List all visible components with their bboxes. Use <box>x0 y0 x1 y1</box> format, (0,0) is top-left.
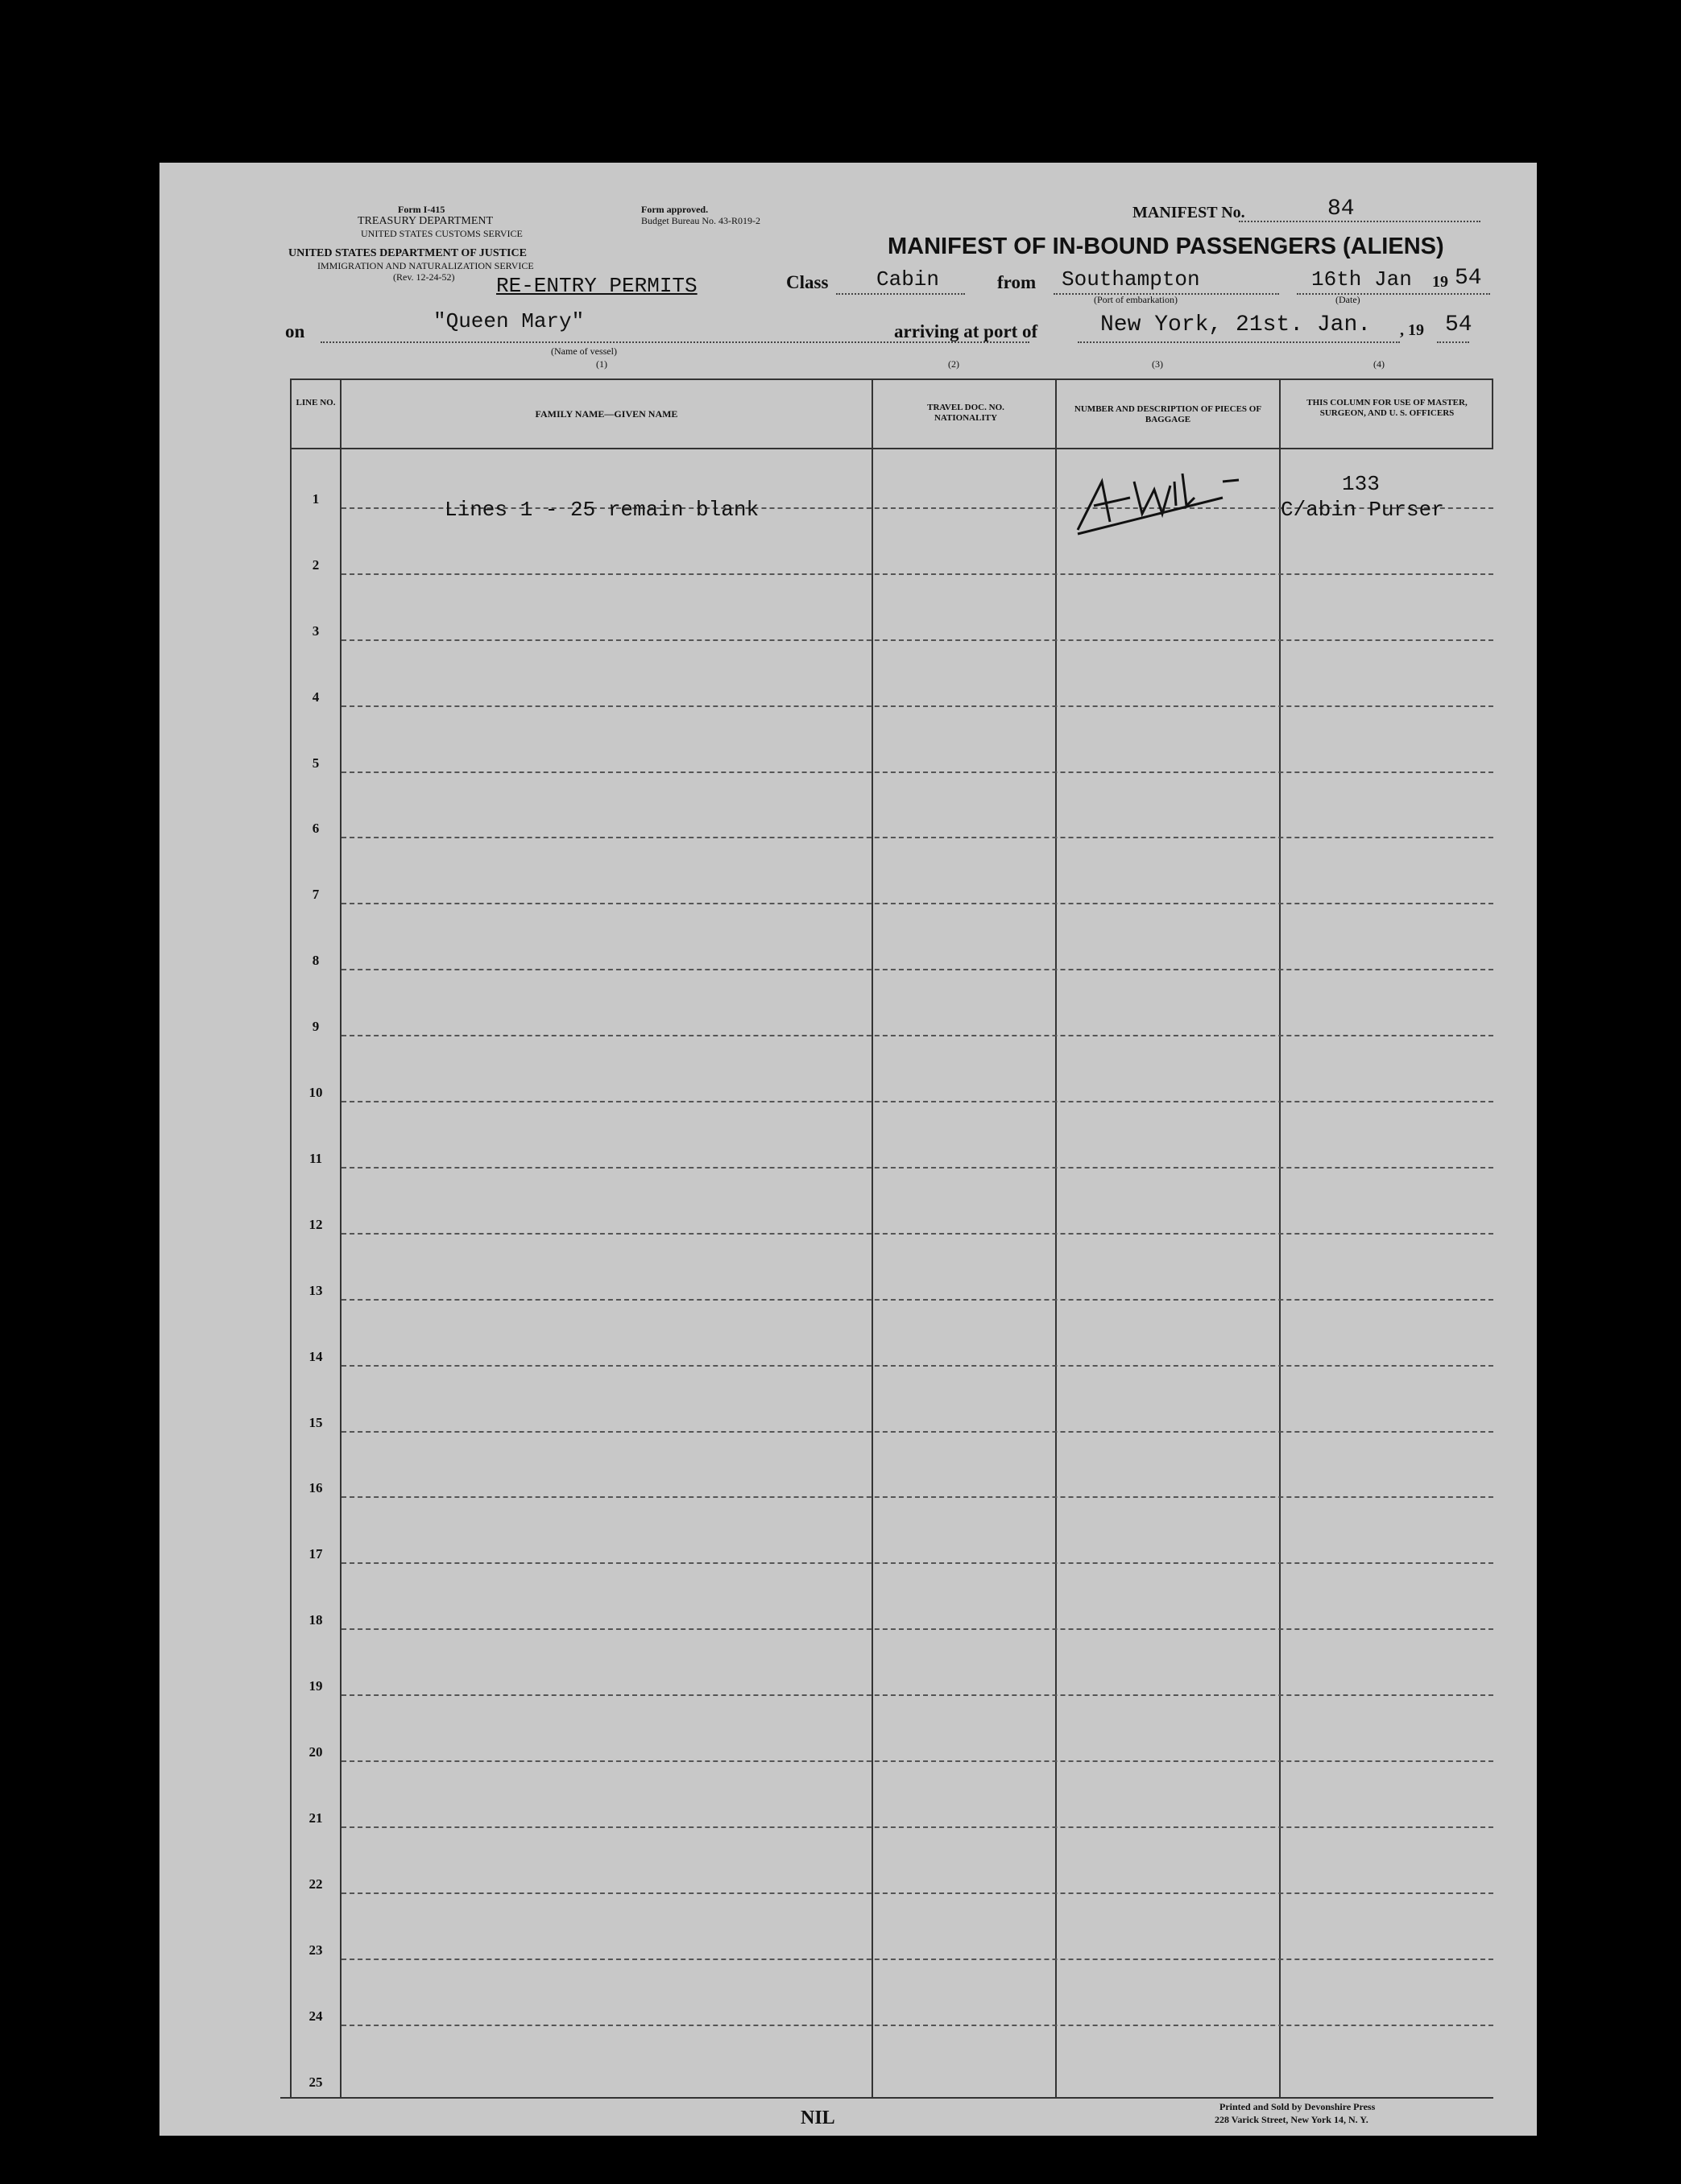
customs-service: UNITED STATES CUSTOMS SERVICE <box>361 228 523 239</box>
printer-address: 228 Varick Street, New York 14, N. Y. <box>1215 2114 1368 2125</box>
row-rule <box>342 1562 1493 1564</box>
row-rule <box>342 1826 1493 1828</box>
date-value: 16th Jan <box>1311 267 1412 292</box>
line-1-entry: Lines 1 - 25 remain blank <box>445 498 760 522</box>
row-rule <box>342 1760 1493 1762</box>
budget-bureau: Budget Bureau No. 43-R019-2 <box>641 215 760 226</box>
line-number: 20 <box>308 1744 323 1760</box>
col3-number: (3) <box>1152 358 1163 370</box>
line-number: 5 <box>312 755 320 771</box>
vessel-caption: (Name of vessel) <box>551 345 617 357</box>
row-rule <box>342 1694 1493 1696</box>
nil-mark: NIL <box>801 2107 835 2128</box>
class-label: Class <box>786 272 829 292</box>
form-number: Form I-415 <box>398 204 445 215</box>
col1-number: (1) <box>596 358 607 370</box>
line-number: 18 <box>308 1612 323 1628</box>
line-number: 24 <box>308 2008 323 2024</box>
line-number: 11 <box>308 1150 323 1166</box>
line-number: 4 <box>312 689 320 705</box>
arriving-label: arriving at port of <box>894 321 1038 341</box>
from-value: Southampton <box>1062 267 1200 292</box>
header-travel-doc: TRAVEL DOC. NO. NATIONALITY <box>927 403 1004 423</box>
row-rule <box>342 1431 1493 1433</box>
line-number: 3 <box>312 623 320 639</box>
year-suffix-1: 54 <box>1455 266 1482 291</box>
port-of-embarkation-caption: (Port of embarkation) <box>1094 294 1178 305</box>
col2-number: (2) <box>948 358 959 370</box>
line-number: 9 <box>312 1019 320 1035</box>
line-number: 12 <box>308 1216 323 1232</box>
manifest-page <box>159 163 1537 2136</box>
line-number: 16 <box>308 1480 323 1496</box>
row-rule <box>342 1628 1493 1630</box>
line-number: 22 <box>308 1876 323 1892</box>
form-approved: Form approved. <box>641 204 709 215</box>
reentry-permits: RE-ENTRY PERMITS <box>496 274 698 298</box>
justice-department: UNITED STATES DEPARTMENT OF JUSTICE <box>288 247 527 259</box>
row-rule <box>342 1167 1493 1169</box>
line-number: 21 <box>308 1810 323 1826</box>
row-rule <box>342 903 1493 904</box>
row-rule <box>342 705 1493 707</box>
row-rule <box>342 771 1493 773</box>
line-number: 23 <box>308 1942 323 1958</box>
line-number: 7 <box>312 887 320 903</box>
row-rule <box>342 2025 1493 2026</box>
baggage-count: 133 <box>1342 472 1380 496</box>
line-number: 8 <box>312 953 320 969</box>
purser-entry: C/abin Purser <box>1281 498 1444 522</box>
row-rule <box>342 1496 1493 1498</box>
year-suffix-2: 54 <box>1445 312 1472 337</box>
row-rule <box>342 1892 1493 1894</box>
line-number: 6 <box>312 821 320 837</box>
row-rule <box>342 837 1493 838</box>
line-number: 25 <box>308 2074 323 2090</box>
col4-number: (4) <box>1373 358 1385 370</box>
manifest-number: 84 <box>1327 196 1355 221</box>
year-prefix-2: , 19 <box>1400 321 1424 339</box>
header-family-name: FAMILY NAME—GIVEN NAME <box>535 408 678 420</box>
row-rule <box>342 1299 1493 1301</box>
header-officers: THIS COLUMN FOR USE OF MASTER, SURGEON, AND U. S. OFFICERS <box>1306 398 1468 418</box>
row-rule <box>342 573 1493 575</box>
manifest-title: MANIFEST OF IN-BOUND PASSENGERS (ALIENS) <box>888 234 1444 259</box>
signature-scrawl <box>1054 449 1295 546</box>
line-number: 2 <box>312 556 320 573</box>
immigration-service: IMMIGRATION AND NATURALIZATION SERVICE <box>317 260 534 271</box>
on-label: on <box>285 321 305 341</box>
from-label: from <box>997 272 1037 292</box>
line-number: 10 <box>308 1085 323 1100</box>
line-number: 19 <box>308 1678 323 1694</box>
line-number: 14 <box>308 1348 323 1364</box>
row-rule <box>342 1959 1493 1960</box>
date-caption: (Date) <box>1335 294 1360 305</box>
line-number: 1 <box>312 490 320 507</box>
line-number: 17 <box>308 1546 323 1562</box>
revision-date: (Rev. 12-24-52) <box>393 271 455 283</box>
row-rule <box>342 969 1493 970</box>
row-rule <box>342 1233 1493 1235</box>
manifest-label: MANIFEST No. <box>1132 204 1245 221</box>
row-rule <box>342 1035 1493 1036</box>
header-baggage: NUMBER AND DESCRIPTION OF PIECES OF BAGGAGE <box>1074 404 1262 424</box>
printer-name: Printed and Sold by Devonshire Press <box>1219 2101 1376 2112</box>
header-line-no: LINE NO. <box>296 398 336 407</box>
arriving-port: New York, 21st. Jan. <box>1100 312 1372 337</box>
row-rule <box>342 1365 1493 1367</box>
row-rule <box>342 1101 1493 1102</box>
treasury-department: TREASURY DEPARTMENT <box>358 215 494 227</box>
vessel-name: "Queen Mary" <box>433 309 585 333</box>
line-number: 13 <box>308 1282 323 1298</box>
class-value: Cabin <box>876 267 940 292</box>
row-rule <box>342 639 1493 641</box>
line-number: 15 <box>308 1414 323 1430</box>
year-prefix-1: 19 <box>1432 273 1448 291</box>
